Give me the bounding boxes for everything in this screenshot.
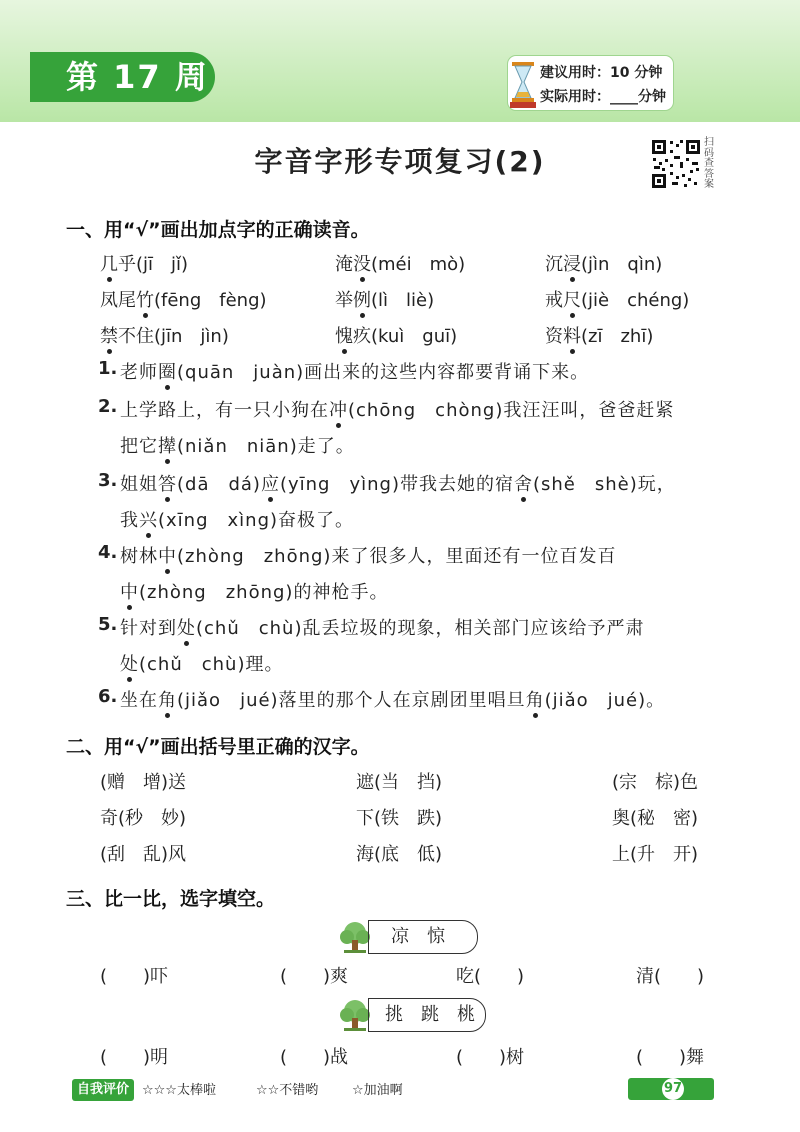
sentence-line	[120, 358, 589, 384]
dotted-char: 尺	[563, 286, 581, 312]
sentence-text[interactable]: (zhòng zhōng)来了很多人，里面还有一位百发百	[177, 546, 617, 567]
word-pinyin[interactable]: (lì liè)	[371, 290, 435, 311]
sentence-number: 3.	[98, 470, 118, 491]
dotted-char: 中	[158, 542, 177, 568]
word-pinyin[interactable]: (jiè chéng)	[581, 290, 690, 311]
dotted-char: 处	[177, 614, 196, 640]
sentence-line	[120, 506, 354, 532]
word-item	[335, 286, 434, 312]
word-pinyin[interactable]: 不住(jīn jìn)	[118, 326, 229, 347]
sentence-text[interactable]: 上学路上，有一只小狗在	[120, 400, 329, 421]
section1-heading: 一、用“√”画出加点字的正确读音。	[66, 219, 370, 241]
sentence-text[interactable]: (xīng xìng)奋极了。	[158, 510, 355, 531]
sentence-text[interactable]: (shě shè)玩，	[533, 474, 676, 495]
dotted-char: 处	[120, 650, 139, 676]
dotted-char: 中	[120, 578, 139, 604]
dotted-char: 浸	[563, 250, 581, 276]
sentence-text[interactable]: (zhòng zhōng)的神枪手。	[139, 582, 389, 603]
word-item	[100, 286, 267, 312]
word-pinyin[interactable]: (zī zhī)	[581, 326, 654, 347]
dotted-char: 竹	[136, 286, 154, 312]
hourglass-icon	[510, 62, 536, 108]
word-pinyin[interactable]: (jìn qìn)	[581, 254, 663, 275]
word-pinyin[interactable]: 乎(jī jǐ)	[118, 254, 189, 275]
section2-heading: 二、用“√”画出括号里正确的汉字。	[66, 736, 370, 758]
tree-icon-2	[338, 998, 372, 1032]
word-pinyin[interactable]: 疚(kuì guī)	[353, 326, 458, 347]
char-choice-item[interactable]: (宗 棕)色	[612, 772, 699, 793]
sentence-text[interactable]: (dā dá)	[177, 474, 261, 495]
sentence-text[interactable]: (yīng yìng)带我去她的宿	[279, 474, 514, 495]
dotted-char: 角	[526, 686, 545, 712]
word-pinyin[interactable]: (fēng fèng)	[154, 290, 267, 311]
word-item	[545, 250, 662, 276]
week-label: 第 17 周	[30, 52, 215, 102]
sentence-text[interactable]: (jiǎo jué)落里的那个人在京剧团里唱旦	[177, 690, 526, 711]
word-prefix: 举	[335, 290, 353, 311]
sentence-line	[120, 650, 283, 676]
dotted-char: 禁	[100, 322, 118, 348]
char-choice-item[interactable]: (刮 乱)风	[100, 844, 187, 865]
sentence-text[interactable]: (chǔ chù)乱丢垃圾的现象，相关部门应该给予严肃	[196, 618, 645, 639]
fill-blank-item[interactable]: ( )战	[280, 1047, 349, 1068]
fill-blank-item[interactable]: 吃( )	[456, 966, 525, 987]
sentence-text[interactable]: 树林	[120, 546, 158, 567]
char-choice-item[interactable]: 奇(秒 妙)	[100, 808, 187, 829]
sentence-text[interactable]: 针对到	[120, 618, 177, 639]
sentence-text[interactable]: (quān juàn)画出来的这些内容都要背诵下来。	[177, 362, 590, 383]
dotted-char: 应	[261, 470, 280, 496]
word-prefix: 沉	[545, 254, 563, 275]
sentence-line	[120, 470, 676, 496]
sentence-text[interactable]: 姐姐	[120, 474, 158, 495]
sentence-text[interactable]: (chōng chòng)我汪汪叫，爸爸赶紧	[348, 400, 675, 421]
word-item	[100, 322, 229, 348]
dotted-char: 料	[563, 322, 581, 348]
qr-label: 扫码查答案	[704, 137, 714, 190]
page-number: 97	[662, 1078, 684, 1100]
dotted-char: 没	[353, 250, 371, 276]
word-prefix: 淹	[335, 254, 353, 275]
actual-time: 实际用时：____分钟	[540, 89, 666, 105]
fill-blank-item[interactable]: ( )吓	[100, 966, 169, 987]
char-choice-item[interactable]: 海(底 低)	[356, 844, 443, 865]
sentence-line	[120, 432, 355, 458]
rating-keep-going[interactable]: ☆加油啊	[352, 1083, 403, 1098]
char-group-1	[368, 920, 478, 954]
sentence-text[interactable]: 老师	[120, 362, 158, 383]
qr-code-icon[interactable]	[650, 138, 702, 190]
dotted-char: 例	[353, 286, 371, 312]
sentence-line	[120, 542, 616, 568]
dotted-char: 角	[158, 686, 177, 712]
fill-blank-item[interactable]: ( )明	[100, 1047, 169, 1068]
tree-icon	[338, 920, 372, 954]
word-prefix: 资	[545, 326, 563, 347]
char-choice-item[interactable]: (赠 增)送	[100, 772, 187, 793]
rating-good[interactable]: ☆☆不错哟	[256, 1083, 319, 1098]
word-item	[335, 322, 457, 348]
sentence-number: 6.	[98, 686, 118, 707]
char-choice-item[interactable]: 奥(秘 密)	[612, 808, 699, 829]
dotted-char: 冲	[329, 396, 348, 422]
sentence-number: 4.	[98, 542, 118, 563]
dotted-char: 圈	[158, 358, 177, 384]
sentence-text[interactable]: 把它	[120, 436, 158, 457]
dotted-char: 几	[100, 250, 118, 276]
self-eval-label: 自我评价	[72, 1079, 134, 1101]
sentence-text[interactable]: (chǔ chù)理。	[139, 654, 284, 675]
word-item	[545, 322, 653, 348]
fill-blank-item[interactable]: 清( )	[636, 966, 705, 987]
dotted-char: 舍	[514, 470, 533, 496]
sentence-number: 5.	[98, 614, 118, 635]
sentence-line	[120, 578, 388, 604]
page-title: 字音字形专项复习(2)	[254, 145, 546, 178]
fill-blank-item[interactable]: ( )爽	[280, 966, 349, 987]
char-group-1-text: 凉 惊	[391, 926, 445, 947]
word-prefix: 凤尾	[100, 290, 136, 311]
word-prefix: 戒	[545, 290, 563, 311]
sentence-line	[120, 614, 644, 640]
char-choice-item[interactable]: 遮(当 挡)	[356, 772, 443, 793]
section3-heading: 三、比一比，选字填空。	[66, 888, 276, 910]
char-group-2-text: 挑 跳 桃	[385, 1004, 475, 1025]
sentence-text[interactable]: (niǎn niān)走了。	[177, 436, 355, 457]
word-item	[100, 250, 188, 276]
char-choice-item[interactable]: 下(铁 跌)	[356, 808, 443, 829]
sentence-text[interactable]: (jiǎo jué)。	[544, 690, 666, 711]
word-pinyin[interactable]: (méi mò)	[371, 254, 466, 275]
sentence-text[interactable]: 坐在	[120, 690, 158, 711]
word-item	[335, 250, 465, 276]
sentence-text[interactable]: 我	[120, 510, 139, 531]
sentence-line	[120, 686, 665, 712]
char-choice-item[interactable]: 上(升 开)	[612, 844, 699, 865]
dotted-char: 愧	[335, 322, 353, 348]
rating-excellent[interactable]: ☆☆☆太棒啦	[142, 1083, 216, 1098]
dotted-char: 兴	[139, 506, 158, 532]
fill-blank-item[interactable]: ( )树	[456, 1047, 525, 1068]
suggested-time: 建议用时：10 分钟	[540, 65, 663, 81]
sentence-number: 2.	[98, 396, 118, 417]
char-group-2	[368, 998, 486, 1032]
word-item	[545, 286, 689, 312]
dotted-char: 答	[158, 470, 177, 496]
sentence-line	[120, 396, 674, 422]
fill-blank-item[interactable]: ( )舞	[636, 1047, 705, 1068]
dotted-char: 撵	[158, 432, 177, 458]
sentence-number: 1.	[98, 358, 118, 379]
